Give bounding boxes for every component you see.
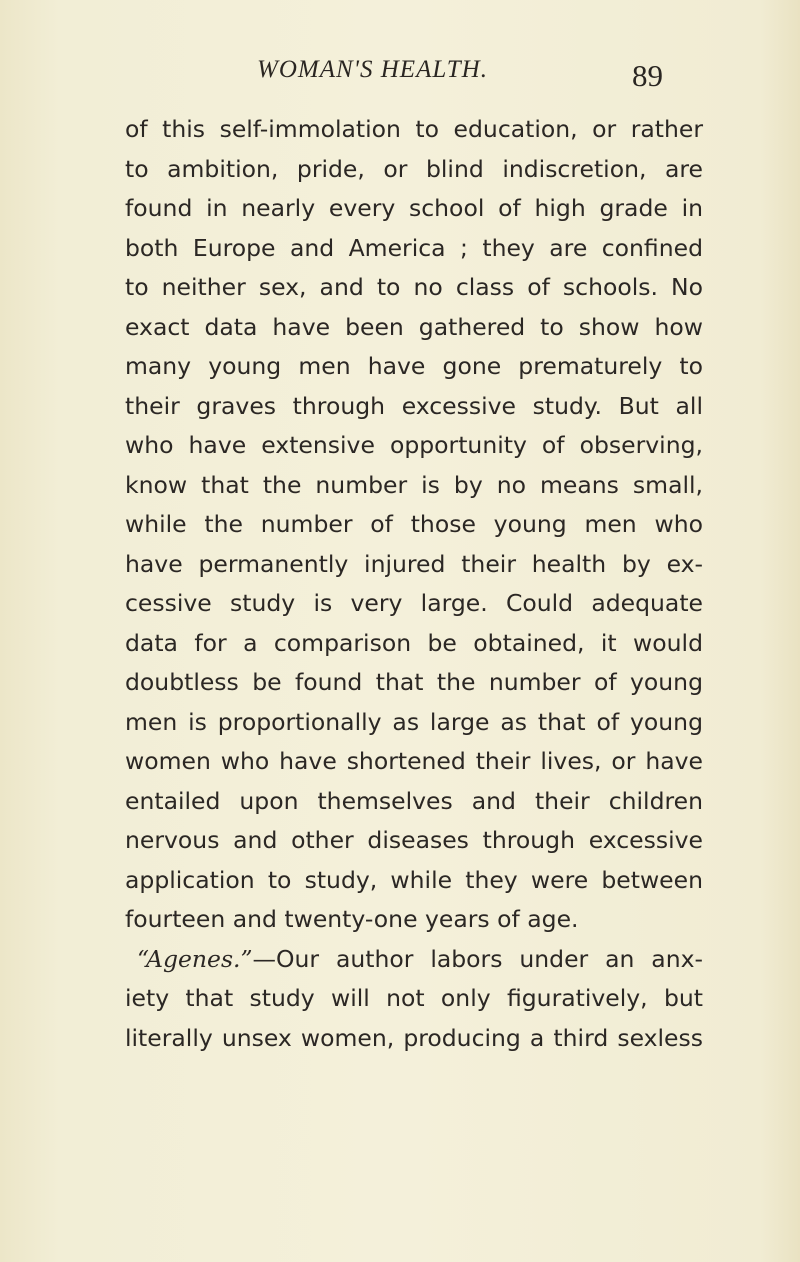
paragraph xyxy=(125,110,703,940)
running-head-title: WOMAN'S HEALTH. xyxy=(257,56,488,83)
text-line: application to study, while they were between xyxy=(125,865,703,894)
text-line xyxy=(125,940,703,980)
text-line: have permanently injured their health by ex- xyxy=(125,549,703,578)
text-line: found in nearly every school of high grade in xyxy=(125,194,703,222)
text-line: to ambition, pride, or blind indiscretion, are xyxy=(125,154,703,183)
text-line: nervous and other diseases through excessive xyxy=(125,826,703,854)
text-line: data for a comparison be obtained, it would xyxy=(125,628,703,657)
running-head xyxy=(0,52,800,92)
text-line: while the number of those young men who xyxy=(125,510,703,538)
paragraph xyxy=(125,940,703,1059)
text-line: their graves through excessive study. But all xyxy=(125,391,703,420)
text-line: of this self-immolation to education, or rather xyxy=(125,115,703,143)
text-line: women who have shortened their lives, or have xyxy=(125,747,703,775)
section-heading: “Agenes.” xyxy=(137,944,253,973)
text-line: fourteen and twenty-one years of age. xyxy=(125,905,579,933)
text-line: both Europe and America ; they are confined xyxy=(125,233,703,262)
text-line: entailed upon themselves and their children xyxy=(125,786,703,815)
body-text xyxy=(125,110,703,1058)
text-line: literally unsex women, producing a third sexless xyxy=(125,1023,703,1052)
page-number: 89 xyxy=(632,58,663,93)
text-line: to neither sex, and to no class of schools. No xyxy=(125,273,703,301)
text-line: many young men have gone prematurely to xyxy=(125,352,703,380)
text-line: doubtless be found that the number of young xyxy=(125,668,703,696)
text-line: cessive study is very large. Could adequate xyxy=(125,589,703,617)
text-line: exact data have been gathered to show how xyxy=(125,312,703,341)
text-line: iety that study will not only figuratively, but xyxy=(125,984,703,1012)
text-line: who have extensive opportunity of observing, xyxy=(125,431,703,459)
text-run: —Our author labors under an anx- xyxy=(252,944,703,973)
text-line: men is proportionally as large as that of young xyxy=(125,707,703,736)
text-line: know that the number is by no means small, xyxy=(125,470,703,499)
